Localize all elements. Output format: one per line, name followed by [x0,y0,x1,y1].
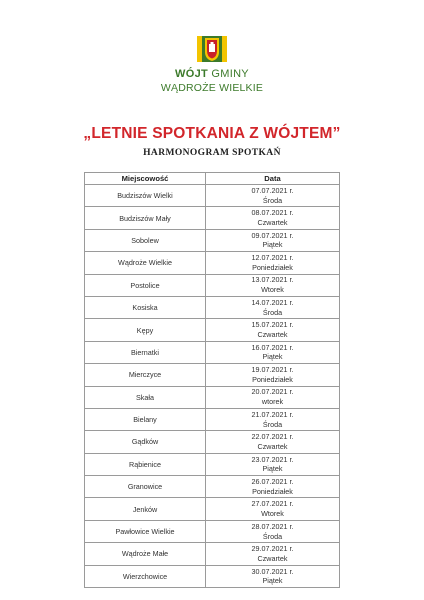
date-text: 13.07.2021 r. [251,275,294,285]
logo-word-wojt: WÓJT [175,68,209,80]
date-cell [206,274,340,296]
schedule-table [84,172,340,588]
date-cell [206,408,340,430]
municipality-logo [0,32,424,94]
table-row [85,296,340,318]
date-cell [206,319,340,341]
date-text: 28.07.2021 r. [251,521,294,531]
date-text: 14.07.2021 r. [251,297,294,307]
date-text: 08.07.2021 r. [251,208,294,218]
table-row [85,341,340,363]
date-cell [206,185,340,207]
header-place: Miejscowość [85,173,206,185]
weekday-text: Piątek [262,464,283,474]
place-cell: Budziszów Wielki [85,185,206,207]
weekday-text: Piątek [262,576,283,586]
place-cell: Sobolew [85,229,206,251]
table-header-row [85,173,340,185]
date-text: 09.07.2021 r. [251,230,294,240]
date-cell [206,341,340,363]
table-row [85,520,340,542]
date-text: 20.07.2021 r. [251,387,294,397]
table-row [85,274,340,296]
weekday-text: Poniedziałek [252,374,293,384]
place-cell: Kosiska [85,296,206,318]
weekday-text: Wtorek [261,509,284,519]
table-row [85,565,340,587]
table-row [85,207,340,229]
weekday-text: Środa [262,307,283,317]
date-cell [206,431,340,453]
page-subtitle: HARMONOGRAM SPOTKAŃ [143,148,281,158]
header-date: Data [206,173,340,185]
place-cell: Kępy [85,319,206,341]
weekday-text: Środa [262,531,283,541]
place-cell: Mierczyce [85,364,206,386]
table-row [85,408,340,430]
date-text: 12.07.2021 r. [251,253,294,263]
table-row [85,185,340,207]
date-text: 23.07.2021 r. [251,454,294,464]
weekday-text: Czwartek [257,330,288,340]
place-cell: Bielany [85,408,206,430]
weekday-text: Piątek [262,240,283,250]
logo-text-top [0,68,424,80]
table-row [85,364,340,386]
place-cell: Granowice [85,476,206,498]
table-row [85,476,340,498]
date-cell [206,520,340,542]
logo-word-gminy: GMINY [211,68,249,80]
weekday-text: Czwartek [257,553,288,563]
date-cell [206,252,340,274]
table-row [85,543,340,565]
date-cell [206,386,340,408]
place-cell: Pawłowice Wielkie [85,520,206,542]
date-cell [206,565,340,587]
place-cell: Skała [85,386,206,408]
date-text: 15.07.2021 r. [251,320,294,330]
date-cell [206,229,340,251]
place-cell: Wądroże Małe [85,543,206,565]
date-text: 30.07.2021 r. [251,566,294,576]
date-text: 16.07.2021 r. [251,342,294,352]
place-cell: Wierzchowice [85,565,206,587]
date-cell [206,453,340,475]
weekday-text: Środa [262,195,283,205]
date-cell [206,207,340,229]
date-cell [206,543,340,565]
weekday-text: Wtorek [261,285,284,295]
page-title: „LETNIE SPOTKANIA Z WÓJTEM” [83,125,341,142]
place-cell: Biernatki [85,341,206,363]
table-row [85,229,340,251]
place-cell: Wądroże Wielkie [85,252,206,274]
date-text: 21.07.2021 r. [251,409,294,419]
date-cell [206,498,340,520]
weekday-text: Środa [262,419,283,429]
logo-text-bottom: WĄDROŻE WIELKIE [160,82,264,94]
date-cell [206,296,340,318]
weekday-text: Czwartek [257,441,288,451]
date-text: 07.07.2021 r. [251,185,294,195]
weekday-text: wtorek [261,397,284,407]
table-row [85,498,340,520]
place-cell: Rąbienice [85,453,206,475]
table-row [85,431,340,453]
coat-of-arms-icon [194,32,230,64]
weekday-text: Piątek [262,352,283,362]
date-text: 27.07.2021 r. [251,499,294,509]
table-row [85,386,340,408]
date-cell [206,476,340,498]
weekday-text: Czwartek [257,218,288,228]
table-row [85,319,340,341]
place-cell: Jenków [85,498,206,520]
date-text: 29.07.2021 r. [251,544,294,554]
place-cell: Postolice [85,274,206,296]
table-row [85,252,340,274]
date-text: 22.07.2021 r. [251,432,294,442]
place-cell: Budziszów Mały [85,207,206,229]
date-cell [206,364,340,386]
date-text: 26.07.2021 r. [251,476,294,486]
table-row [85,453,340,475]
place-cell: Gądków [85,431,206,453]
weekday-text: Poniedziałek [252,262,293,272]
date-text: 19.07.2021 r. [251,365,294,375]
weekday-text: Poniedziałek [252,486,293,496]
